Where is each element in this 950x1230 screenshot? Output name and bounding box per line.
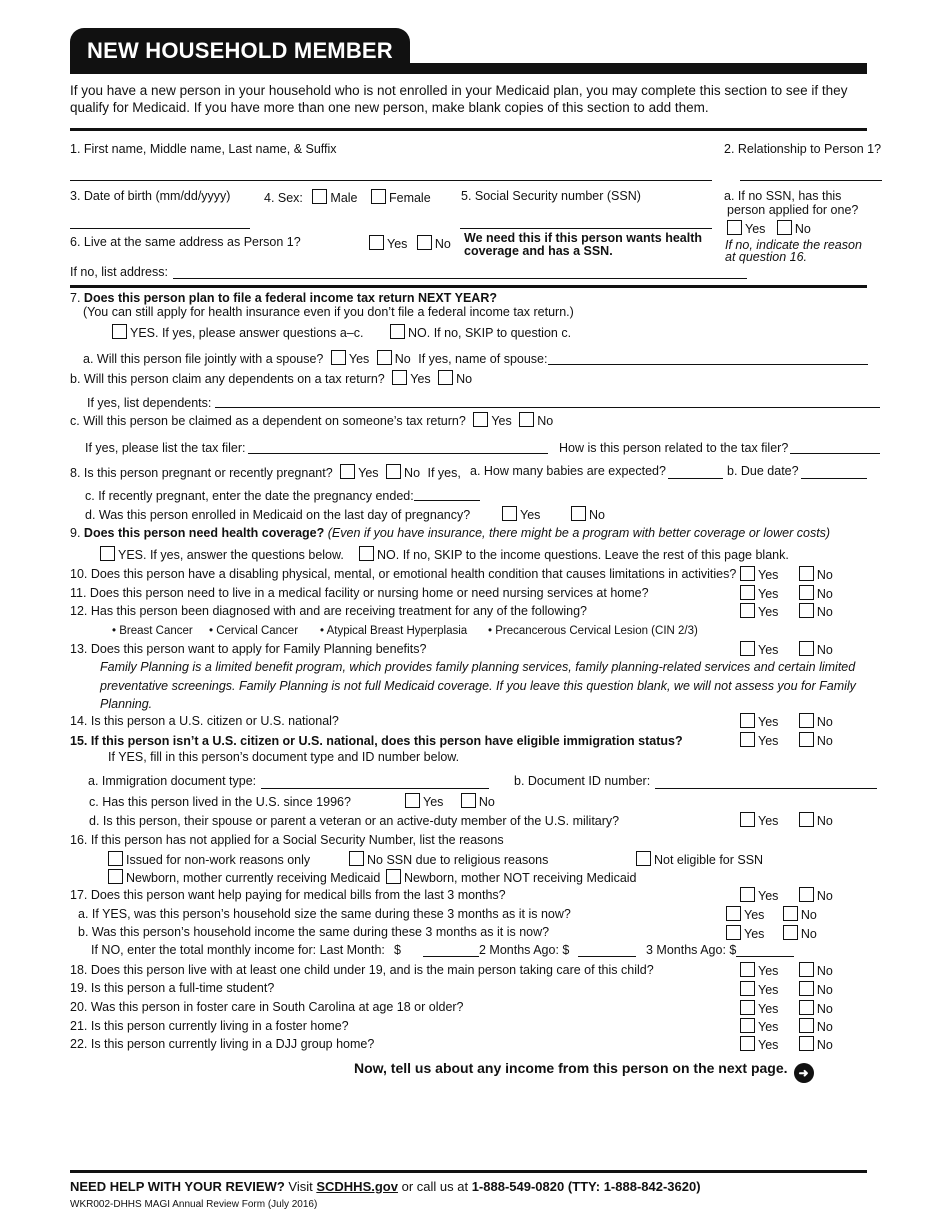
q15a-label: a. Immigration document type: — [88, 774, 257, 788]
q9-number: 9. — [70, 526, 81, 540]
q17a-yes-checkbox[interactable] — [726, 906, 741, 921]
q16-opt3-checkbox[interactable] — [636, 851, 651, 866]
phone-number: 1-888-549-0820 (TTY: 1-888-842-3620) — [471, 1179, 701, 1194]
q7c-no-label: No — [537, 414, 554, 428]
q17b-no-label: No — [800, 927, 817, 941]
document-id-input[interactable] — [655, 788, 877, 789]
qa-no-checkbox[interactable] — [777, 220, 792, 235]
q10-yes-checkbox[interactable] — [740, 566, 755, 581]
q20-no-label: No — [816, 1002, 833, 1016]
q16-opt3 — [636, 851, 763, 867]
related-input[interactable] — [790, 453, 880, 454]
qa-label-1: a. If no SSN, has this — [724, 189, 842, 203]
q7b-row — [70, 370, 472, 386]
q13-label: 13. Does this person want to apply for Family Planning benefits? — [70, 642, 427, 656]
qa-yes-checkbox[interactable] — [727, 220, 742, 235]
q13-yes-checkbox[interactable] — [740, 641, 755, 656]
q17b-yes-label: Yes — [744, 927, 765, 941]
q15c-yes-label: Yes — [423, 795, 444, 809]
q12-options — [740, 603, 833, 619]
q12-no-checkbox[interactable] — [799, 603, 814, 618]
q5-label: 5. Social Security number (SSN) — [461, 189, 641, 203]
q10-no-checkbox[interactable] — [799, 566, 814, 581]
q11-yes-label: Yes — [758, 587, 779, 601]
q16-opt4-label: Newborn, mother currently receiving Medicaid — [126, 871, 381, 885]
q7a-row — [83, 350, 547, 366]
q8a-label: a. How many babies are expected? — [470, 464, 666, 478]
q6-yes-checkbox[interactable] — [369, 235, 384, 250]
q10-no-label: No — [816, 568, 833, 582]
website-link[interactable]: SCDHHS.gov — [316, 1179, 398, 1194]
q7c-filer-label: If yes, please list the tax filer: — [85, 441, 246, 455]
q15c-yes-checkbox[interactable] — [405, 793, 420, 808]
divider — [70, 285, 867, 288]
q22-yes-checkbox[interactable] — [740, 1036, 755, 1051]
male-checkbox[interactable] — [312, 189, 327, 204]
q9-yes-option — [100, 546, 344, 562]
q11-options — [740, 585, 833, 601]
q18-options — [740, 962, 833, 978]
q18-label: 18. Does this person live with at least one child under 19, and is the main person taking care of this child? — [70, 963, 654, 977]
q8d-yes-checkbox[interactable] — [502, 506, 517, 521]
q21-yes-checkbox[interactable] — [740, 1018, 755, 1033]
q16-opt5-checkbox[interactable] — [386, 869, 401, 884]
q1-label: 1. First name, Middle name, Last name, & Suffix — [70, 142, 337, 156]
q7c-row — [70, 412, 553, 428]
q7c-no-checkbox[interactable] — [519, 412, 534, 427]
family-planning-note: Family Planning is a limited benefit program, which provides family planning services, family planning-related services and certain limited preventative screenings. Family Planning is not full Medicaid coverage. If you leave this question blank, we will not assess you for Family Planning. — [100, 660, 856, 711]
q22-yes-label: Yes — [758, 1038, 779, 1052]
qa-no-label: No — [794, 222, 811, 236]
q17b-label: b. Was this person’s household income the same during these 3 months as it is now? — [78, 925, 550, 939]
q17-income-label: If NO, enter the total monthly income for: Last Month: — [91, 943, 385, 957]
q8d-label: d. Was this person enrolled in Medicaid on the last day of pregnancy? — [85, 508, 471, 522]
q17a-label: a. If YES, was this person’s household size the same during these 3 months as it is now? — [78, 907, 571, 921]
address-input[interactable] — [173, 278, 747, 279]
q7-number: 7. — [70, 291, 81, 305]
q8d-no — [571, 506, 605, 522]
visit-text: Visit — [288, 1179, 313, 1194]
q15-label: 15. If this person isn’t a U.S. citizen or U.S. national, does this person have eligible immigration status? — [70, 734, 683, 748]
q7-question: Does this person plan to file a federal income tax return NEXT YEAR? — [83, 291, 497, 305]
q16-opt1-checkbox[interactable] — [108, 851, 123, 866]
q22-no-label: No — [816, 1038, 833, 1052]
tax-filer-input[interactable] — [248, 453, 548, 454]
q7c-related-label: How is this person related to the tax filer? — [559, 441, 789, 455]
q21-options — [740, 1018, 833, 1034]
female-label: Female — [388, 191, 431, 205]
q8d-no-checkbox[interactable] — [571, 506, 586, 521]
q16-opt2-checkbox[interactable] — [349, 851, 364, 866]
q11-no-checkbox[interactable] — [799, 585, 814, 600]
q9-yes-label: YES. If yes, answer the questions below. — [118, 548, 344, 562]
q19-yes-checkbox[interactable] — [740, 981, 755, 996]
q16-opt4-checkbox[interactable] — [108, 869, 123, 884]
q17b-no-checkbox[interactable] — [783, 925, 798, 940]
two-months-label: 2 Months Ago: $ — [479, 943, 570, 957]
q14-no-label: No — [816, 715, 833, 729]
intro-text: If you have a new person in your household who is not enrolled in your Medicaid plan, you may complete this section to see if they qualify for Medicaid. If you have more than one new person, make blank copies of this section to add them. — [70, 83, 848, 115]
qa-yes-label: Yes — [745, 222, 766, 236]
footer-divider — [70, 1170, 867, 1173]
q7a-no-label: No — [394, 352, 411, 366]
q17-yes-checkbox[interactable] — [740, 887, 755, 902]
q22-no-checkbox[interactable] — [799, 1036, 814, 1051]
name-input[interactable] — [70, 180, 712, 181]
q18-no-label: No — [816, 964, 833, 978]
q8-row — [70, 464, 461, 480]
q15d-label: d. Is this person, their spouse or parent a veteran or an active-duty member of the U.S. military? — [89, 814, 620, 828]
q17-no-checkbox[interactable] — [799, 887, 814, 902]
q16-opt2 — [349, 851, 548, 867]
q6-no-label: No — [434, 237, 451, 251]
q18-no-checkbox[interactable] — [799, 962, 814, 977]
arrow-right-icon: ➜ — [794, 1063, 814, 1083]
q2-label: 2. Relationship to Person 1? — [724, 142, 882, 156]
q20-options — [740, 1000, 833, 1016]
ssn-note-2: coverage and has a SSN. — [464, 244, 613, 258]
next-page-text: Now, tell us about any income from this person on the next page. — [354, 1060, 788, 1076]
q17b-yes-checkbox[interactable] — [726, 925, 741, 940]
q13-options — [740, 641, 833, 657]
q19-no-checkbox[interactable] — [799, 981, 814, 996]
q16-label: 16. If this person has not applied for a Social Security Number, list the reasons — [70, 833, 504, 847]
q6-label: 6. Live at the same address as Person 1? — [70, 235, 301, 249]
q15-no-checkbox[interactable] — [799, 732, 814, 747]
q18-yes-label: Yes — [758, 964, 779, 978]
q21-yes-label: Yes — [758, 1020, 779, 1034]
q7-no-checkbox[interactable] — [390, 324, 405, 339]
q15-yes-checkbox[interactable] — [740, 732, 755, 747]
q12-label: 12. Has this person been diagnosed with and are receiving treatment for any of the following? — [70, 604, 587, 618]
next-page-prompt — [354, 1060, 814, 1083]
q17b-options — [726, 925, 817, 941]
q7-yes-checkbox[interactable] — [112, 324, 127, 339]
q17a-no-label: No — [800, 908, 817, 922]
q8d-no-label: No — [589, 508, 605, 522]
q19-yes-label: Yes — [758, 983, 779, 997]
q8-label: 8. Is this person pregnant or recently pregnant? — [70, 466, 333, 480]
q11-no-label: No — [816, 587, 833, 601]
dob-input[interactable] — [70, 228, 250, 229]
q8-no-checkbox[interactable] — [386, 464, 401, 479]
q15c-options — [405, 793, 495, 809]
form-id: WKR002-DHHS MAGI Annual Review Form (July 2016) — [70, 1199, 318, 1210]
q10-options — [740, 566, 833, 582]
q12-item: • Breast Cancer — [112, 625, 193, 637]
page-title: NEW HOUSEHOLD MEMBER — [87, 38, 393, 63]
q9-no-checkbox[interactable] — [359, 546, 374, 561]
q7a-label: a. Will this person file jointly with a spouse? — [83, 352, 324, 366]
q15d-yes-label: Yes — [758, 814, 779, 828]
q19-no-label: No — [816, 983, 833, 997]
dependents-input[interactable] — [215, 407, 880, 408]
pregnancy-end-input[interactable] — [414, 500, 480, 501]
q16-opt1 — [108, 851, 310, 867]
q12-yes-checkbox[interactable] — [740, 603, 755, 618]
ssn-input[interactable] — [460, 228, 712, 229]
qa-label-2: person applied for one? — [727, 203, 859, 217]
q17a-no-checkbox[interactable] — [783, 906, 798, 921]
q18-yes-checkbox[interactable] — [740, 962, 755, 977]
q21-no-checkbox[interactable] — [799, 1018, 814, 1033]
q15c-no-label: No — [478, 795, 495, 809]
relationship-input[interactable] — [740, 180, 882, 181]
q7a-no-checkbox[interactable] — [377, 350, 392, 365]
q22-label: 22. Is this person currently living in a DJJ group home? — [70, 1037, 375, 1051]
q8-no-label: No — [404, 466, 421, 480]
q15-yes-label: Yes — [758, 734, 779, 748]
two-months-input[interactable] — [578, 956, 636, 957]
q16-opt2-label: No SSN due to religious reasons — [367, 853, 549, 867]
q8c-label: c. If recently pregnant, enter the date the pregnancy ended: — [85, 489, 414, 503]
q20-yes-label: Yes — [758, 1002, 779, 1016]
q8d-yes-label: Yes — [520, 508, 541, 522]
last-month-input[interactable] — [423, 956, 479, 957]
q7a-yes-checkbox[interactable] — [331, 350, 346, 365]
q9-title — [70, 526, 830, 540]
q8d-yes — [502, 506, 540, 522]
q19-label: 19. Is this person a full-time student? — [70, 981, 275, 995]
q17a-yes-label: Yes — [744, 908, 765, 922]
q15d-no-label: No — [816, 814, 833, 828]
q12-yes-label: Yes — [758, 605, 779, 619]
q15d-options — [740, 812, 833, 828]
q9-note: (Even if you have insurance, there might be a program with better coverage or lower costs) — [327, 526, 831, 540]
q8-yes-checkbox[interactable] — [340, 464, 355, 479]
q7b-yes-label: Yes — [410, 372, 431, 386]
q7c-yes-label: Yes — [491, 414, 512, 428]
call-text: or call us at — [401, 1179, 469, 1194]
q10-yes-label: Yes — [758, 568, 779, 582]
q16-opt1-label: Issued for non-work reasons only — [126, 853, 311, 867]
q8-ifyes: If yes, — [427, 466, 461, 480]
qa-options — [727, 220, 811, 236]
three-months-input[interactable] — [736, 956, 794, 957]
footer-help — [70, 1179, 701, 1194]
spouse-input[interactable] — [548, 364, 868, 365]
q11-yes-checkbox[interactable] — [740, 585, 755, 600]
q15c-label: c. Has this person lived in the U.S. since 1996? — [89, 795, 351, 809]
q17a-options — [726, 906, 817, 922]
q6-options — [369, 235, 451, 251]
q15d-yes-checkbox[interactable] — [740, 812, 755, 827]
q13-no-label: No — [816, 643, 833, 657]
dollar-sign: $ — [394, 943, 401, 957]
q7b-list-label: If yes, list dependents: — [87, 396, 212, 410]
q15-no-label: No — [816, 734, 833, 748]
q20-yes-checkbox[interactable] — [740, 1000, 755, 1015]
babies-input[interactable] — [668, 478, 723, 479]
q14-yes-label: Yes — [758, 715, 779, 729]
q14-options — [740, 713, 833, 729]
document-type-input[interactable] — [261, 788, 489, 789]
divider — [70, 128, 867, 131]
q6-yes-label: Yes — [387, 237, 408, 251]
q17-options — [740, 887, 833, 903]
q4-group — [264, 189, 431, 205]
male-label: Male — [330, 191, 358, 205]
header-rule — [70, 63, 867, 74]
q16-opt5-label: Newborn, mother NOT receiving Medicaid — [404, 871, 637, 885]
q3-label: 3. Date of birth (mm/dd/yyyy) — [70, 189, 231, 203]
q21-no-label: No — [816, 1020, 833, 1034]
q11-label: 11. Does this person need to live in a medical facility or nursing home or need nursing services at home? — [70, 586, 649, 600]
q12-item: • Atypical Breast Hyperplasia — [320, 625, 468, 637]
q15c-no-checkbox[interactable] — [461, 793, 476, 808]
q7b-yes-checkbox[interactable] — [392, 370, 407, 385]
q7a-spouse-label: If yes, name of spouse: — [418, 352, 548, 366]
female-checkbox[interactable] — [371, 189, 386, 204]
q12-item: • Cervical Cancer — [209, 625, 299, 637]
q9-question: Does this person need health coverage? — [83, 526, 325, 540]
help-heading: NEED HELP WITH YOUR REVIEW? — [70, 1179, 285, 1194]
q15-sub: If YES, fill in this person’s document type and ID number below. — [108, 750, 460, 764]
q15-options — [740, 732, 833, 748]
q14-label: 14. Is this person a U.S. citizen or U.S. national? — [70, 714, 339, 728]
q7c-label: c. Will this person be claimed as a dependent on someone’s tax return? — [70, 414, 466, 428]
q16-opt3-label: Not eligible for SSN — [654, 853, 764, 867]
q13-yes-label: Yes — [758, 643, 779, 657]
q15d-no-checkbox[interactable] — [799, 812, 814, 827]
q17-label: 17. Does this person want help paying for medical bills from the last 3 months? — [70, 888, 506, 902]
list-address-label: If no, list address: — [70, 265, 168, 279]
qa-note-2: at question 16. — [725, 250, 808, 264]
q15b-label: b. Document ID number: — [514, 774, 651, 788]
q9-no-label: NO. If no, SKIP to the income questions. Leave the rest of this page blank. — [377, 548, 789, 562]
q16-opt5 — [386, 869, 637, 885]
q6-no-checkbox[interactable] — [417, 235, 432, 250]
q8-yes-label: Yes — [358, 466, 379, 480]
q7-sub: (You can still apply for health insurance even if you don’t file a federal income tax return.) — [83, 305, 574, 319]
q14-yes-checkbox[interactable] — [740, 713, 755, 728]
q17-yes-label: Yes — [758, 889, 779, 903]
q4-label: 4. Sex: — [264, 191, 303, 205]
q20-no-checkbox[interactable] — [799, 1000, 814, 1015]
q10-label: 10. Does this person have a disabling physical, mental, or emotional health condition that causes limitations in activities? — [70, 567, 737, 581]
q22-options — [740, 1036, 833, 1052]
q21-label: 21. Is this person currently living in a foster home? — [70, 1019, 349, 1033]
q16-opt4 — [108, 869, 380, 885]
q7-no-label: NO. If no, SKIP to question c. — [408, 326, 572, 340]
q8b-label: b. Due date? — [727, 464, 799, 478]
q13-no-checkbox[interactable] — [799, 641, 814, 656]
q12-item: • Precancerous Cervical Lesion (CIN 2/3) — [488, 625, 698, 637]
q7a-yes-label: Yes — [348, 352, 370, 366]
q7b-no-checkbox[interactable] — [438, 370, 453, 385]
qa-note-1: If no, indicate the reason — [725, 238, 862, 252]
ssn-note-1: We need this if this person wants health — [464, 231, 703, 245]
q7b-no-label: No — [456, 372, 473, 386]
three-months-label: 3 Months Ago: $ — [646, 943, 737, 957]
q7b-label: b. Will this person claim any dependents on a tax return? — [70, 372, 385, 386]
q14-no-checkbox[interactable] — [799, 713, 814, 728]
q12-no-label: No — [816, 605, 833, 619]
q20-label: 20. Was this person in foster care in South Carolina at age 18 or older? — [70, 1000, 464, 1014]
q9-yes-checkbox[interactable] — [100, 546, 115, 561]
q19-options — [740, 981, 833, 997]
q7-yes-option — [112, 324, 363, 340]
q9-no-option — [359, 546, 789, 562]
q7-no-option — [390, 324, 571, 340]
q7c-yes-checkbox[interactable] — [473, 412, 488, 427]
q7-title — [70, 291, 497, 305]
q7-yes-label: YES. If yes, please answer questions a–c. — [130, 326, 364, 340]
q17-no-label: No — [816, 889, 833, 903]
due-date-input[interactable] — [801, 478, 867, 479]
